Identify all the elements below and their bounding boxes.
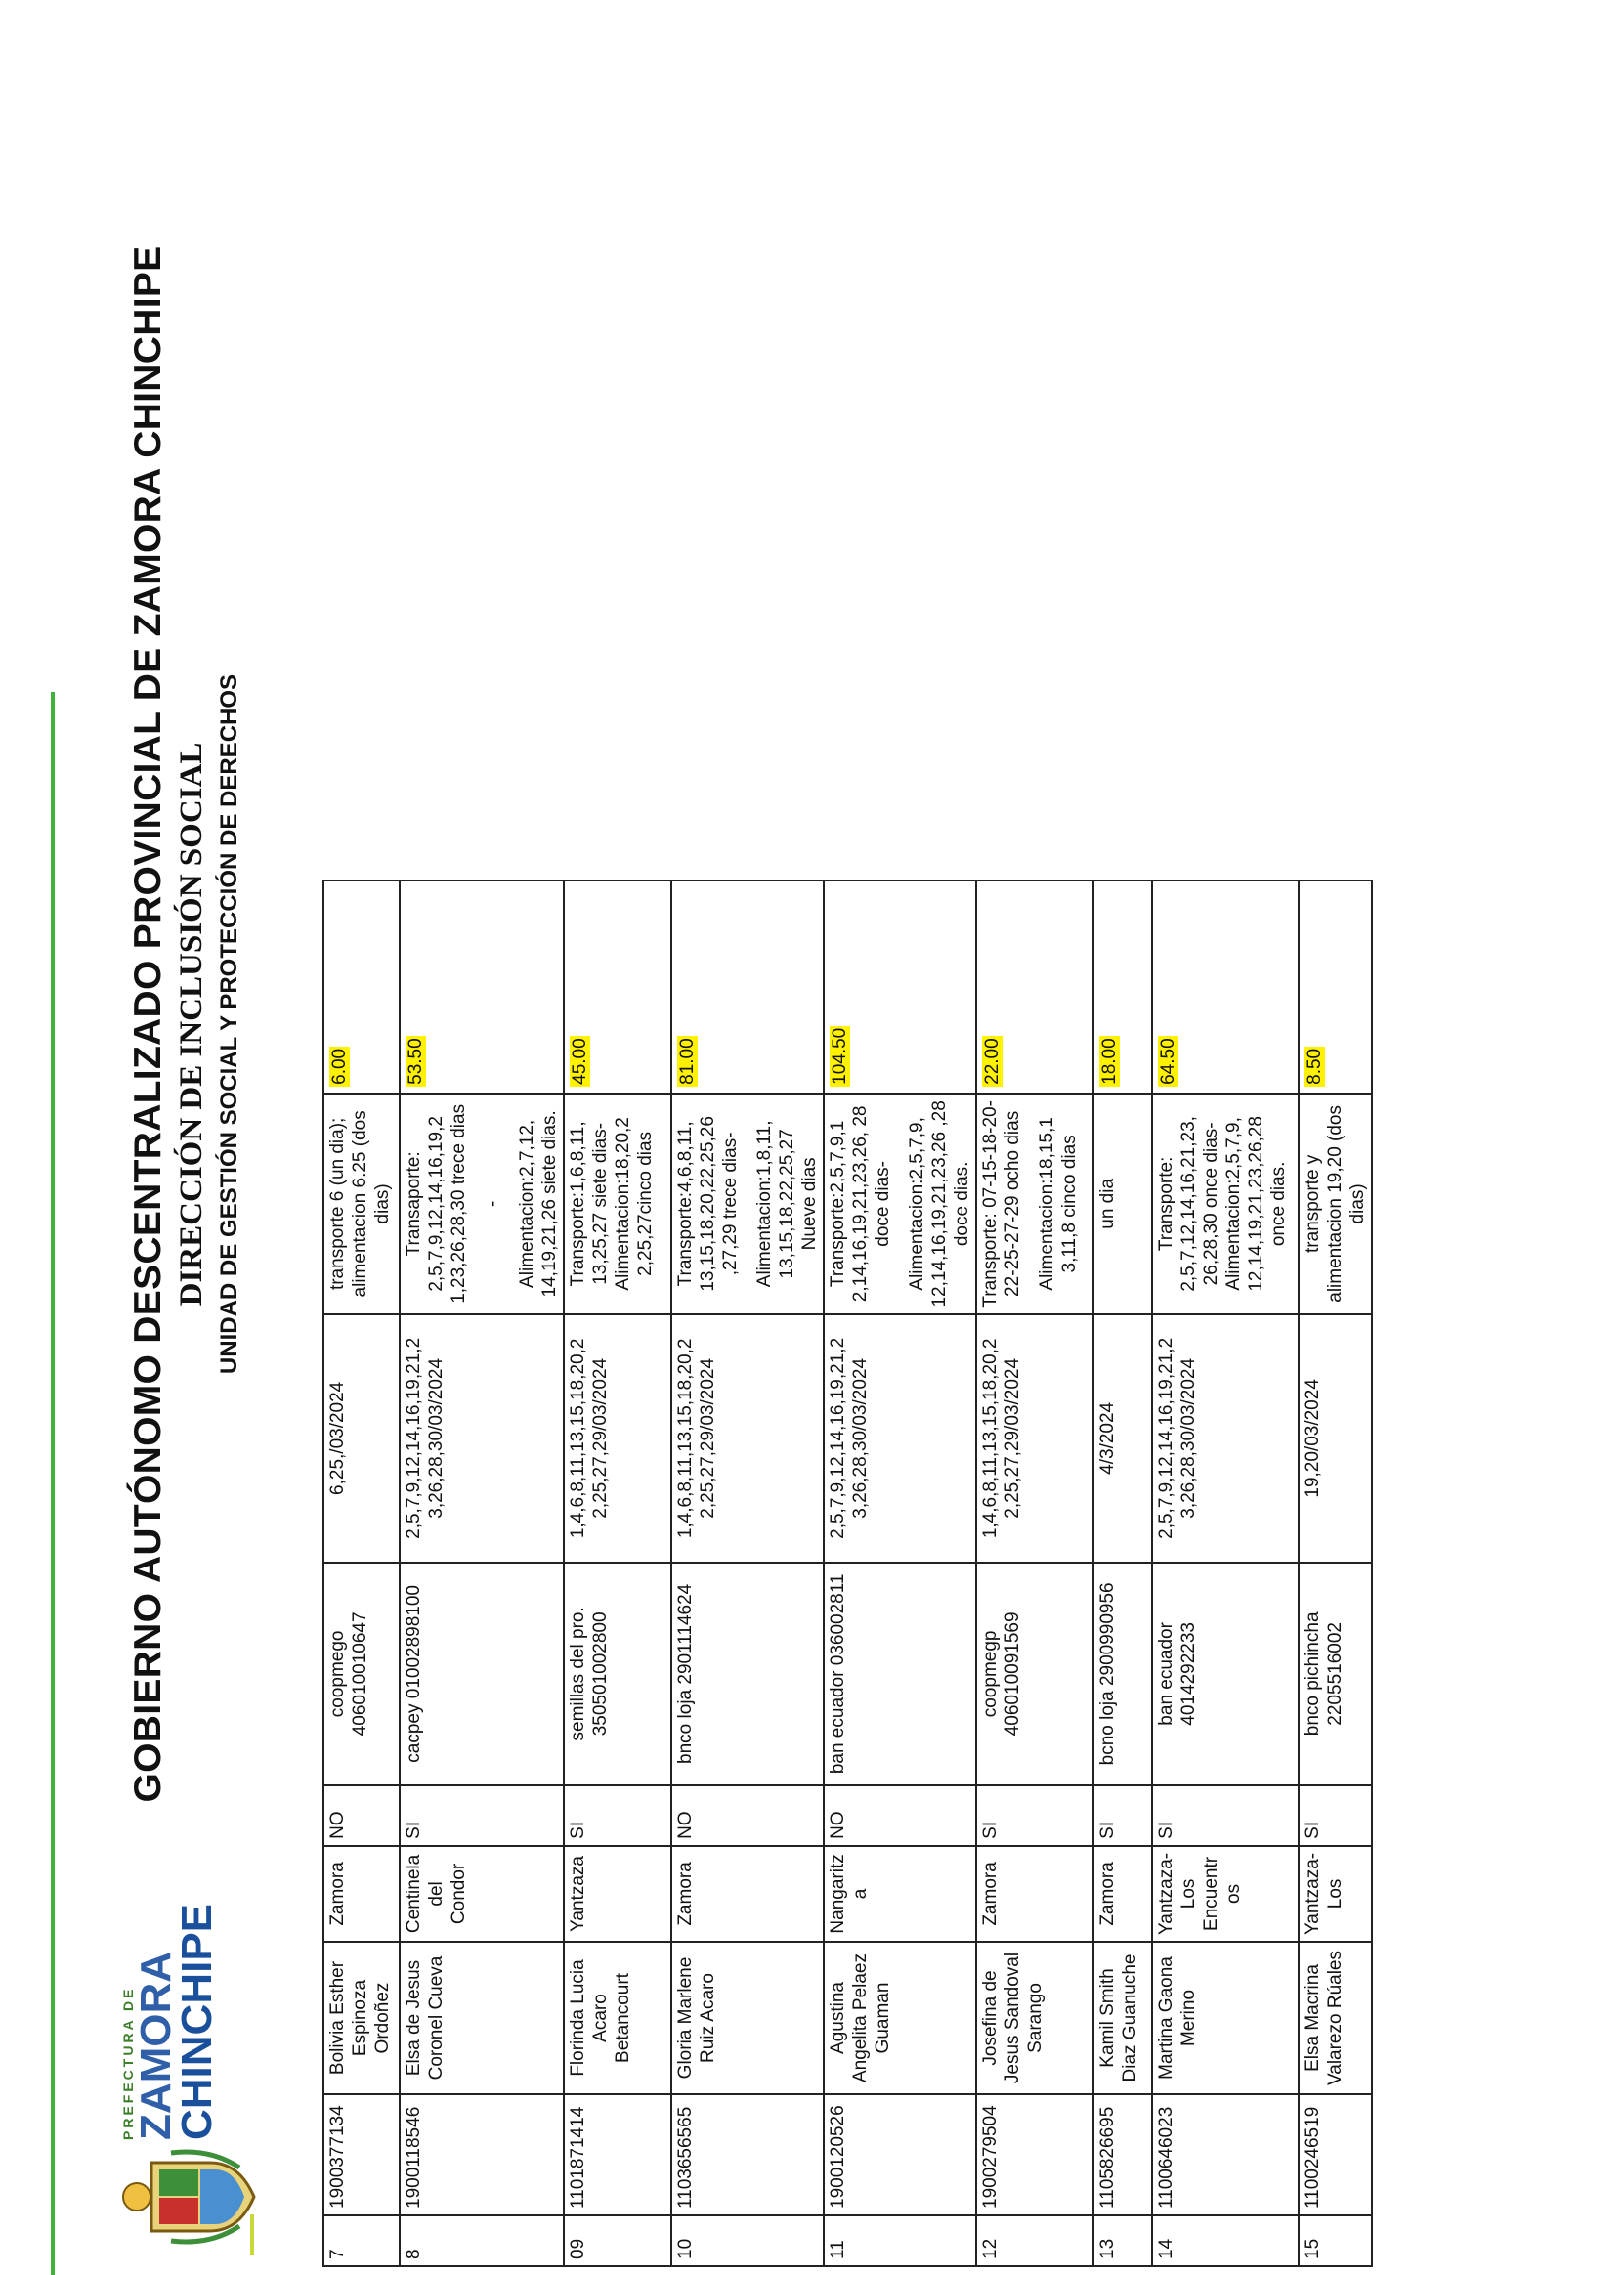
beneficiary-name: Florinda Lucia Acaro Betancourt — [564, 1942, 671, 2094]
detail-line: - — [483, 1200, 503, 1208]
id-number: 1103656565 — [671, 2094, 824, 2215]
amount-cell — [564, 880, 671, 1094]
id-number: 1100646023 — [1152, 2094, 1299, 2215]
id-number: 1900120526 — [824, 2094, 976, 2215]
detail-line: Transporte:1,6,8,11, 13,25,27 siete dias-Alimentacion:18,20,2 2,25,27cinco dias — [568, 1117, 656, 1291]
beneficiary-name: Kamil Smith Diaz Guanuche — [1093, 1942, 1152, 2094]
amount-cell — [671, 880, 824, 1094]
bank-account: bnco pichincha 2205516002 — [1299, 1563, 1372, 1785]
detail-line: transporte y alimentacion 19,20 (dos dias) — [1303, 1104, 1368, 1303]
bank-account: coopmego 406010010647 — [323, 1563, 400, 1785]
amount-value: 22.00 — [982, 1038, 1003, 1085]
id-number: 1100246519 — [1299, 2094, 1372, 2215]
location: Centinela del Condor — [400, 1846, 564, 1942]
beneficiary-name: Elsa de Jesus Coronel Cueva — [400, 1942, 564, 2094]
yes-no-flag: NO — [671, 1785, 824, 1846]
detail-description — [564, 1094, 671, 1314]
detail-line: Alimentacion:1,8,11, 13,15,18,22,25,27 Nueve dias — [754, 1120, 820, 1288]
amount-value: 45.00 — [570, 1038, 590, 1085]
row-number: 15 — [1299, 2215, 1372, 2266]
location: Zamora — [671, 1846, 824, 1942]
detail-line: Alimentacion:2,5,7,9, 12,14,16,19,21,23,26 ,28 doce dias. — [907, 1100, 972, 1308]
attendance-dates: 4/3/2024 — [1093, 1314, 1152, 1563]
row-number: 13 — [1093, 2215, 1152, 2266]
yes-no-flag: NO — [323, 1785, 400, 1846]
bank-account: ban ecuador 036002811 — [824, 1563, 976, 1785]
bank-account: ban ecuador 4014292233 — [1152, 1563, 1299, 1785]
brand-line1: ZAMORA — [132, 1951, 180, 2140]
amount-cell — [824, 880, 976, 1094]
bank-account: coopmegp 406010091569 — [976, 1563, 1093, 1785]
location: Yantzaza-Los — [1299, 1846, 1372, 1942]
detail-description — [824, 1094, 976, 1314]
detail-line: Alimentacion:2,7,12, 14,19,21,26 siete dias. — [517, 1110, 560, 1298]
attendance-dates: 6,25,/03/2024 — [323, 1314, 400, 1563]
row-number: 11 — [824, 2215, 976, 2266]
detail-description — [1299, 1094, 1372, 1314]
amount-cell — [1093, 880, 1152, 1094]
detail-description — [400, 1094, 564, 1314]
bank-account: bcno loja 2900990956 — [1093, 1563, 1152, 1785]
row-number: 12 — [976, 2215, 1093, 2266]
document-header — [127, 145, 243, 1904]
location: Zamora — [976, 1846, 1093, 1942]
yes-no-flag: NO — [824, 1785, 976, 1846]
detail-description — [323, 1094, 400, 1314]
brand-prefix: PREFECTURA DE — [120, 1986, 136, 2140]
detail-line: un dia — [1097, 1178, 1118, 1229]
green-divider-line — [51, 692, 55, 2275]
beneficiary-name: Agustina Angelita Pelaez Guaman — [824, 1942, 976, 2094]
table-row — [323, 880, 400, 2266]
detail-description — [1093, 1094, 1152, 1314]
row-number: 8 — [400, 2215, 564, 2266]
attendance-dates: 2,5,7,9,12,14,16,19,21,2 3,26,28,30/03/2024 — [400, 1314, 564, 1563]
row-number: 7 — [323, 2215, 400, 2266]
beneficiaries-table — [322, 880, 1373, 2267]
amount-value: 104.50 — [830, 1027, 850, 1085]
id-number: 1900118546 — [400, 2094, 564, 2215]
amount-value: 6.00 — [329, 1048, 350, 1085]
amount-cell — [323, 880, 400, 1094]
beneficiary-name: Gloria Marlene Ruiz Acaro — [671, 1942, 824, 2094]
row-number: 10 — [671, 2215, 824, 2266]
detail-line: Transporte:4,6,8,11, 13,15,18,20,22,25,26 ,27,29 trece dias- — [675, 1116, 741, 1292]
table-row — [564, 880, 671, 2266]
row-number: 14 — [1152, 2215, 1299, 2266]
detail-line: Transporte: 07-15-18-20-22-25-27-29 ocho dias — [980, 1100, 1023, 1308]
id-number: 1900377134 — [323, 2094, 400, 2215]
attendance-dates: 1,4,6,8,11,13,15,18,20,2 2,25,27,29/03/2024 — [564, 1314, 671, 1563]
bank-account: bnco loja 2901114624 — [671, 1563, 824, 1785]
id-number: 1105826695 — [1093, 2094, 1152, 2215]
table-row — [1093, 880, 1152, 2266]
beneficiary-name: Josefina de Jesus Sandoval Sarango — [976, 1942, 1093, 2094]
id-number: 1101871414 — [564, 2094, 671, 2215]
yes-no-flag: SI — [1152, 1785, 1299, 1846]
header-title: GOBIERNO AUTÓNOMO DESCENTRALIZADO PROVINCIAL DE ZAMORA CHINCHIPE — [127, 245, 169, 1803]
detail-line: transporte 6 (un dia); alimentacion 6.25 (dos dias) — [327, 1110, 393, 1298]
yes-no-flag: SI — [1299, 1785, 1372, 1846]
amount-cell — [976, 880, 1093, 1094]
yes-no-flag: SI — [400, 1785, 564, 1846]
provincial-crest-icon — [112, 2148, 259, 2246]
detail-description — [1152, 1094, 1299, 1314]
yes-no-flag: SI — [564, 1785, 671, 1846]
prefectura-logo — [112, 1894, 269, 2246]
yes-no-flag: SI — [976, 1785, 1093, 1846]
amount-value: 8.50 — [1304, 1048, 1325, 1085]
table-row — [671, 880, 824, 2266]
amount-cell — [1152, 880, 1299, 1094]
location: Nangaritz a — [824, 1846, 976, 1942]
location: Zamora — [323, 1846, 400, 1942]
location: Yantzaza-Los Encuentr os — [1152, 1846, 1299, 1942]
attendance-dates: 1,4,6,8,11,13,15,18,20,2 2,25,27,29/03/2024 — [671, 1314, 824, 1563]
detail-line: Transaporte: 2,5,7,9,12,14,16,19,2 1,23,26,28,30 trece dias — [404, 1103, 469, 1304]
table-row — [1152, 880, 1299, 2266]
location: Yantzaza — [564, 1846, 671, 1942]
table-row — [1299, 880, 1372, 2266]
beneficiary-name: Elsa Macrina Valarezo Rúales — [1299, 1942, 1372, 2094]
beneficiary-name: Bolivia Esther Espinoza Ordoñez — [323, 1942, 400, 2094]
detail-description — [671, 1094, 824, 1314]
amount-cell — [1299, 880, 1372, 1094]
brand-line2: CHINCHIPE — [173, 1903, 221, 2140]
header-subtitle: DIRECCIÓN DE INCLUSIÓN SOCIAL — [174, 742, 209, 1307]
attendance-dates: 19,20/03/2024 — [1299, 1314, 1372, 1563]
detail-line: Transporte: 2,5,7,12,14,16,21,23, 26,28,30 once dias-Alimentacion:2,5,7,9, 12,14,19,21,23,26,28 once dias. — [1156, 1116, 1289, 1292]
bank-account: semillas del pro. 35050100280​0 — [564, 1563, 671, 1785]
header-unit: UNIDAD DE GESTIÓN SOCIAL Y PROTECCIÓN DE DERECHOS — [216, 673, 242, 1375]
amount-value: 53.50 — [406, 1038, 426, 1085]
location: Zamora — [1093, 1846, 1152, 1942]
attendance-dates: 1,4,6,8,11,13,15,18,20,2 2,25,27,29/03/2024 — [976, 1314, 1093, 1563]
table-row — [824, 880, 976, 2266]
yes-no-flag: SI — [1093, 1785, 1152, 1846]
id-number: 1900279504 — [976, 2094, 1093, 2215]
amount-value: 81.00 — [677, 1038, 698, 1085]
table-row — [400, 880, 564, 2266]
detail-line: Transporte:2,5,7,9,1 2,14,16,19,21,23,26, 28 doce dias- — [828, 1105, 893, 1303]
table-row — [976, 880, 1093, 2266]
amount-cell — [400, 880, 564, 1094]
detail-description — [976, 1094, 1093, 1314]
detail-line: Alimentacion:18,15,1 3,11,8 cinco dias — [1037, 1117, 1080, 1291]
row-number: 09 — [564, 2215, 671, 2266]
bank-account: cacpey 01002898100 — [400, 1563, 564, 1785]
attendance-dates: 2,5,7,9,12,14,16,19,21,2 3,26,28,30/03/2024 — [824, 1314, 976, 1563]
beneficiary-name: Martina Gaona Merino — [1152, 1942, 1299, 2094]
amount-value: 64.50 — [1158, 1038, 1178, 1085]
amount-value: 18.00 — [1099, 1038, 1120, 1085]
brand-text — [120, 1903, 221, 2140]
attendance-dates: 2,5,7,9,12,14,16,19,21,2 3,26,28,30/03/2024 — [1152, 1314, 1299, 1563]
